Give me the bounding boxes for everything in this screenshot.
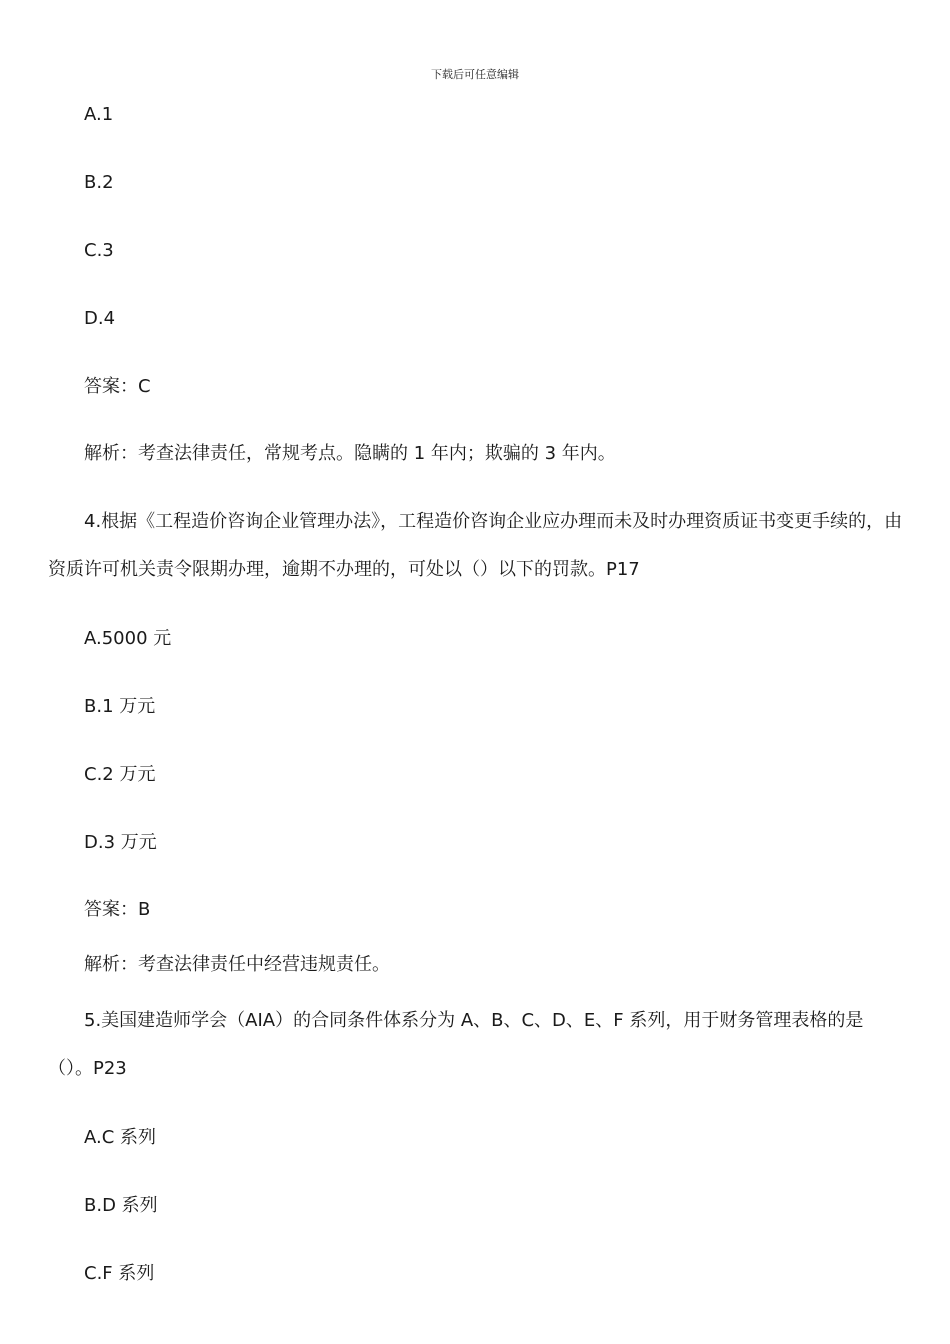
q4-option-b: B.1 万元 — [84, 696, 156, 717]
q3-answer: 答案：C — [84, 376, 151, 397]
q3-option-c: C.3 — [84, 240, 114, 261]
q4-option-c: C.2 万元 — [84, 764, 156, 785]
q5-option-a: A.C 系列 — [84, 1127, 157, 1148]
q4-analysis: 解析：考查法律责任中经营违规责任。 — [84, 954, 390, 975]
q3-option-b: B.2 — [84, 172, 114, 193]
q5-option-b: B.D 系列 — [84, 1195, 158, 1216]
q4-stem: 4.根据《工程造价咨询企业管理办法》，工程造价咨询企业应办理而未及时办理资质证书变更手续的，由资质许可机关责令限期办理，逾期不办理的，可处以（）以下的罚款。P17 — [48, 511, 903, 580]
page-header-note: 下载后可任意编辑 — [431, 68, 519, 81]
q5-option-c: C.F 系列 — [84, 1263, 155, 1284]
q3-analysis: 解析：考查法律责任，常规考点。隐瞒的 1 年内；欺骗的 3 年内。 — [84, 443, 616, 464]
q5-stem: 5.美国建造师学会（AIA）的合同条件体系分为 A、B、C、D、E、F 系列，用于财务管理表格的是（）。P23 — [48, 1010, 864, 1079]
q4-answer: 答案：B — [84, 899, 151, 920]
q4-option-a: A.5000 元 — [84, 628, 172, 649]
q4-option-d: D.3 万元 — [84, 832, 157, 853]
q3-option-a: A.1 — [84, 104, 114, 125]
q3-option-d: D.4 — [84, 308, 116, 329]
